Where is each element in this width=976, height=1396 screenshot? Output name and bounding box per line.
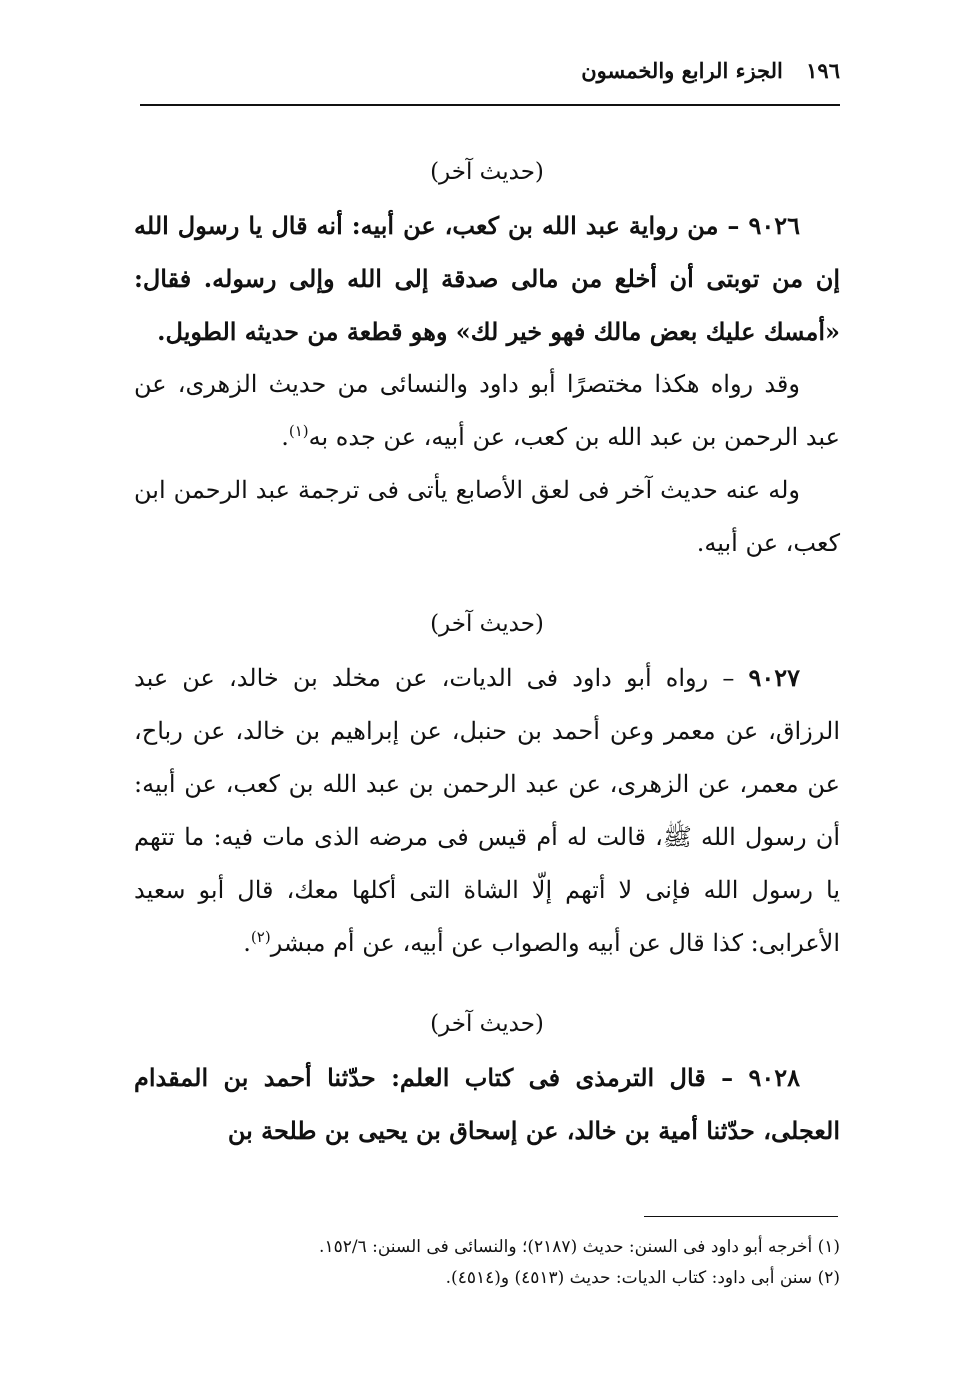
commentary-paragraph: [134, 464, 840, 570]
hadith-number: ٩٠٢٨: [748, 1063, 800, 1092]
page-header: [140, 58, 840, 98]
footnote-rule: [644, 1216, 838, 1217]
main-body: [134, 146, 840, 1157]
hadith-text: – قال الترمذى فى كتاب العلم: حدّثنا أحمد بن المقدام العجلى، حدّثنا أمية بن خالد، عن إسحاق بن يحيى بن طلحة بن: [134, 1063, 840, 1145]
commentary-text: وقد رواه هكذا مختصرًا أبو داود والنسائى من حديث الزهرى، عن عبد الرحمن بن عبد الله بن كعب، عن أبيه، عن جده به: [134, 370, 840, 451]
hadith-paragraph: [134, 1051, 840, 1157]
footnote-ref: (٢): [250, 928, 271, 946]
part-title: الجزء الرابع والخمسون: [581, 58, 783, 83]
hadith-number: ٩٠٢٦: [748, 211, 801, 240]
section-heading: (حديث آخر): [430, 611, 544, 637]
hadith-text: – من رواية عبد الله بن كعب، عن أبيه: أنه قال يا رسول الله إن من توبتى أن أخلع من مالى صدقة إلى الله وإلى رسوله. فقال: «أمسك عليك بعض مالك فهو خير لك» وهو قطعة من حديثه الطويل.: [134, 211, 840, 346]
section-gap: [134, 970, 840, 998]
hadith-paragraph: [134, 199, 840, 358]
section-gap: [134, 570, 840, 598]
footnote-ref: (١): [288, 422, 309, 440]
hadith-number: ٩٠٢٧: [748, 663, 800, 692]
section-heading: (حديث آخر): [430, 1011, 544, 1037]
hadith-section-9027: [134, 598, 840, 970]
commentary-paragraph: وقد رواه هكذا مختصرًا أبو داود والنسائى من حديث الزهرى، عن عبد الرحمن بن عبد الله بن كعب، عن أبيه، عن جده به$^{(١)}$.: [134, 370, 840, 451]
hadith-paragraph: ٩٠٢٧ – رواه أبو داود فى الديات، عن مخلد بن خالد، عن عبد الرزاق، عن معمر وعن أحمد بن حنبل، عن إبراهيم بن خالد، عن رباح، عن معمر، عن الزهرى، عن عبد الرحمن بن عبد الله بن كعب، عن أبيه: أن رسول الله ﷺ، قالت له أم قيس فى مرضه الذى مات فيه: ما تتهم يا رسول الله فإنى لا أتهم إلّا الشاة التى أكلها معك، قال أبو سعيد الأعرابى: كذا قال عن أبيه والصواب عن أبيه، عن أم مبشر$^{(٢)}$.: [134, 663, 840, 957]
footnote-1: (١) أخرجه أبو داود فى السنن: حديث (٢١٨٧)؛ والنسائى فى السنن: ١٥٢/٦.: [319, 1237, 840, 1257]
hadith-text: – رواه أبو داود فى الديات، عن مخلد بن خالد، عن عبد الرزاق، عن معمر وعن أحمد بن حنبل، عن إبراهيم بن خالد، عن رباح، عن معمر، عن الزهرى، عن عبد الرحمن بن عبد الله بن كعب، عن أبيه: أن رسول الله ﷺ، قالت له أم قيس فى مرضه الذى مات فيه: ما تتهم يا رسول الله فإنى لا أتهم إلّا الشاة التى أكلها معك، قال أبو سعيد الأعرابى: كذا قال عن أبيه والصواب عن أبيه، عن أم مبشر: [134, 664, 840, 957]
footnotes: [140, 1232, 840, 1294]
section-heading: (حديث آخر): [430, 159, 544, 185]
commentary-text: وله عنه حديث آخر فى لعق الأصابع يأتى فى ترجمة عبد الرحمن ابن كعب، عن أبيه.: [134, 476, 840, 557]
hadith-section-9028: [134, 998, 840, 1157]
header-rule: [140, 104, 840, 106]
footnote-2: (٢) سنن أبى داود: كتاب الديات: حديث (٤٥١٣) و(٤٥١٤).: [445, 1268, 840, 1288]
hadith-section-9026: [134, 146, 840, 570]
page-number: ١٩٦: [806, 58, 840, 83]
